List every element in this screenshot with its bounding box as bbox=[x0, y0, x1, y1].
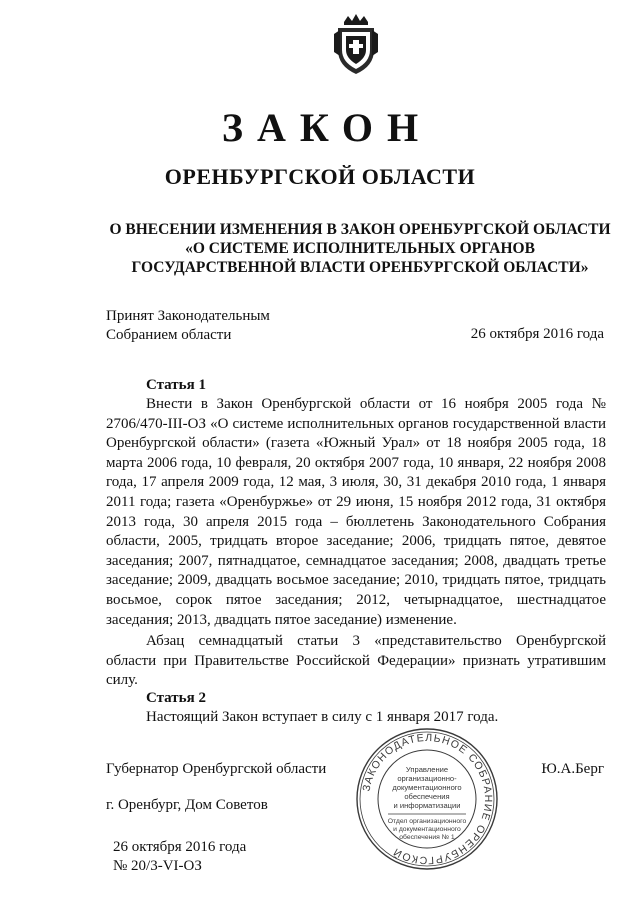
heading-line: О ВНЕСЕНИИ ИЗМЕНЕНИЯ В ЗАКОН ОРЕНБУРГСКОЙ ОБЛАСТИ bbox=[109, 221, 611, 238]
law-number: № 20/3-VI-ОЗ bbox=[113, 858, 202, 874]
adoption-date: 26 октября 2016 года bbox=[470, 326, 604, 342]
seal-bottom-text: обеспечения № 1 bbox=[399, 834, 455, 841]
article-1-body bbox=[106, 395, 606, 691]
article-1-paragraph: Абзац семнадцатый статьи 3 «представительство Оренбургской области при Правительстве Российской Федерации» признать утратившим силу. bbox=[106, 633, 606, 689]
article-2-title: Статья 2 bbox=[146, 690, 206, 706]
signing-date: 26 октября 2016 года bbox=[113, 839, 247, 855]
seal-center-text: Управление bbox=[405, 765, 449, 774]
article-1-title: Статья 1 bbox=[146, 377, 206, 393]
seal-center-text: организационно- bbox=[397, 774, 457, 783]
seal-center-text: обеспечения bbox=[404, 792, 450, 801]
adoption-line: Принят Законодательным bbox=[106, 308, 270, 324]
signatory-name: Ю.А.Берг bbox=[541, 761, 604, 777]
document-subtitle: ОРЕНБУРГСКОЙ ОБЛАСТИ bbox=[164, 164, 476, 189]
adoption-note bbox=[106, 307, 270, 345]
law-heading bbox=[60, 220, 640, 277]
heading-line: «О СИСТЕМЕ ИСПОЛНИТЕЛЬНЫХ ОРГАНОВ bbox=[185, 240, 535, 257]
seal-bottom-text: Отдел организационного bbox=[387, 818, 467, 825]
adoption-line: Собранием области bbox=[106, 327, 232, 343]
article-1-paragraph: Внести в Закон Оренбургской области от 16 ноября 2005 года № 2706/470-III-ОЗ «О системе исполнительных органов государственной власти Оренбургской области» (газета «Южный Урал» от 18 ноября 2005 года, 18 марта 2006 года, 10 февраля, 20 октября 2007 года, 10 января, 22 ноября 2008 года, 17 апреля 2009 года, 12 мая, 3 июля, 30, 31 декабря 2010 года, 1 января 2011 года; газета «Оренбуржье» от 29 июня, 15 ноября 2012 года, 31 октября 2013 года, 30 апреля 2015 года – бюллетень Законодательного Собрания области, 2005, тридцать второе заседание; 2006, тридцать пятое, девятое заседания; 2007, пятнадцатое, семнадцатое заседания; 2008, двадцать третье заседание; 2009, двадцать восьмое заседание; 2010, тридцать пятое, тридцать восьмое, сорок пятое заседания; 2012, четырнадцатое, шестнадцатое заседания; 2013, двадцать пятое заседание) изменение. bbox=[106, 396, 606, 628]
seal-stamp bbox=[354, 726, 500, 872]
coat-of-arms-icon bbox=[330, 12, 382, 76]
signatory-position: Губернатор Оренбургской области bbox=[106, 761, 327, 777]
signing-place: г. Оренбург, Дом Советов bbox=[106, 797, 268, 813]
seal-center-text: документационного bbox=[392, 783, 462, 792]
seal-bottom-text: и документационного bbox=[393, 826, 461, 833]
seal-center-text: и информатизации bbox=[393, 801, 461, 810]
signing-info bbox=[113, 838, 246, 876]
heading-line: ГОСУДАРСТВЕННОЙ ВЛАСТИ ОРЕНБУРГСКОЙ ОБЛАСТИ» bbox=[131, 259, 589, 276]
document-title: ЗАКОН bbox=[221, 105, 433, 150]
seal-ring-text: ЗАКОНОДАТЕЛЬНОЕ СОБРАНИЕ ОРЕНБУРГСКОЙ bbox=[360, 731, 495, 867]
article-2-body: Настоящий Закон вступает в силу с 1 января 2017 года. bbox=[146, 709, 499, 725]
